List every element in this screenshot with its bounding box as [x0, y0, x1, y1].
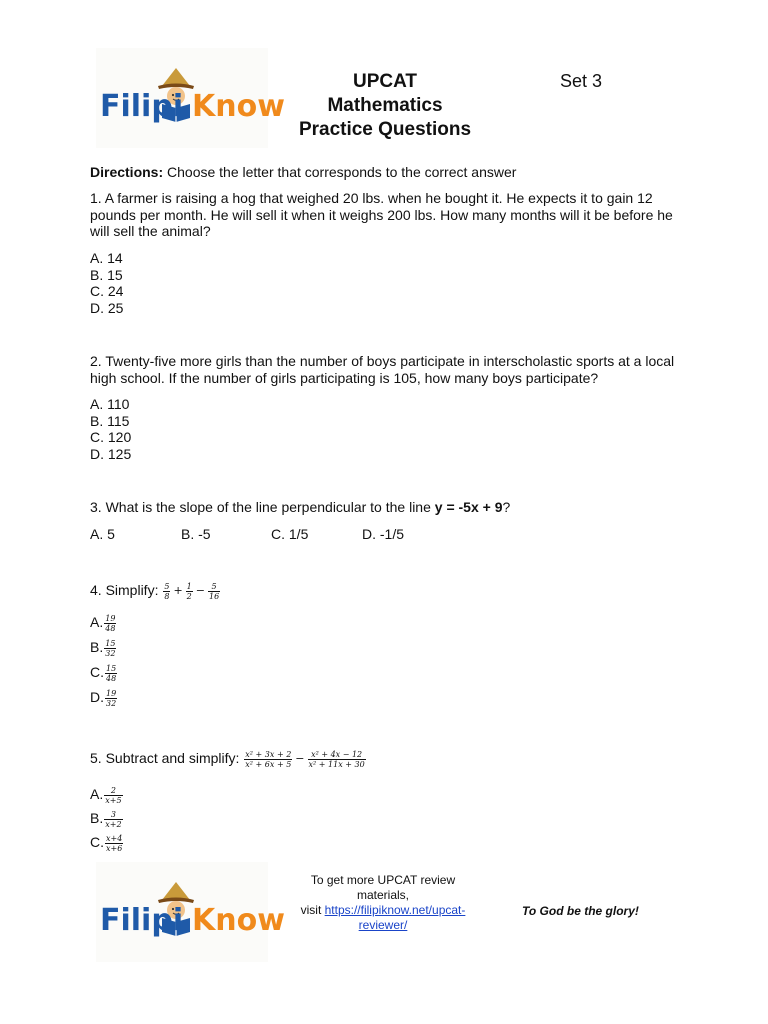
- q3-option-b: B. -5: [181, 526, 211, 542]
- q1-option-b: B. 15: [90, 266, 123, 283]
- q3-option-a: A. 5: [90, 526, 115, 542]
- title-line-1: UPCAT: [352, 71, 418, 92]
- question-2-text: 2. Twenty-five more girls than the number of boys participate in interscholastic sports at a local high school. If the number of girls participating is 105, how many boys participate?: [90, 353, 675, 386]
- footer-filipiknow-logo: [96, 862, 285, 962]
- question-1-options: [90, 250, 123, 316]
- upcat-reviewer-link-cont[interactable]: reviewer/: [358, 918, 408, 932]
- q5-option-a: A. $\frac{2}{x+5}$: [90, 786, 122, 805]
- logo-text-left: Filipi: [100, 89, 184, 124]
- question-3-text: [90, 499, 680, 516]
- q4-label: 4. Simplify:: [90, 582, 163, 599]
- q4-option-b: B. $\frac{15}{32}$: [90, 639, 116, 658]
- footer-logo-graphic: [96, 862, 285, 962]
- q1-option-a: A. 14: [90, 250, 123, 266]
- question-5-options: [90, 786, 124, 858]
- q4-op-1: +: [173, 584, 183, 598]
- q5-fraction-1: $\frac{\text{x² + 3x + 2}}{\text{x² + 6x + 5}}$: [245, 750, 292, 769]
- q5-fraction-2: $\frac{\text{x² + 4x − 12}}{\text{x² + 11x + 30}}$: [308, 750, 365, 769]
- q2-option-a: A. 110: [90, 396, 130, 412]
- q4-option-d: D. $\frac{19}{32}$: [90, 689, 117, 708]
- footer-line-4: [288, 918, 478, 933]
- page-title: [250, 70, 520, 142]
- footer-line-3: [288, 903, 478, 918]
- title-line-3: Practice Questions: [298, 119, 472, 140]
- directions: [90, 164, 680, 181]
- q1-option-d: D. 25: [90, 299, 124, 316]
- footer-line-1: To get more UPCAT review: [310, 873, 456, 887]
- q5-op: −: [295, 752, 305, 766]
- logo-text-right: Know: [192, 89, 285, 124]
- q2-option-d: D. 125: [90, 445, 132, 462]
- q2-option-b: B. 115: [90, 412, 130, 429]
- set-label: Set 3: [560, 71, 603, 91]
- q4-fraction-1: $\frac{5}{8}$: [164, 582, 170, 601]
- q4-op-2: −: [195, 584, 205, 598]
- title-line-2: Mathematics: [327, 95, 443, 116]
- q4-option-c: C. $\frac{15}{48}$: [90, 664, 117, 683]
- footer-visit: visit: [300, 903, 325, 917]
- q3-text-pre: 3. What is the slope of the line perpendicular to the line: [90, 499, 435, 515]
- question-4-options: [90, 614, 118, 714]
- footer-logo-text-left: Filipi: [100, 903, 184, 938]
- q3-option-c: C. 1/5: [271, 526, 309, 542]
- q3-option-d: D. -1/5: [362, 526, 405, 542]
- question-2-options: [90, 396, 131, 462]
- q5-option-c: C. $\frac{x+4}{x+6}$: [90, 834, 123, 853]
- footer-review-note: [288, 873, 478, 933]
- question-4-text: [90, 582, 221, 601]
- upcat-reviewer-link[interactable]: https://filipiknow.net/upcat-: [324, 903, 466, 917]
- footer-glory: To God be the glory!: [522, 904, 639, 918]
- question-1-text: 1. A farmer is raising a hog that weighed 20 lbs. when he bought it. He expects it to gain 12 pounds per month. He will sell it when it weighs 200 lbs. How many months will it be before he will sell the animal?: [90, 190, 673, 239]
- q5-option-b: B. $\frac{3}{x+2}$: [90, 810, 122, 829]
- footer-line-2: materials,: [356, 888, 409, 902]
- filipiknow-logo-graphic: [96, 48, 285, 148]
- footer-logo-text-right: Know: [192, 903, 285, 938]
- q1-option-c: C. 24: [90, 283, 124, 299]
- q4-fraction-2: $\frac{1}{2}$: [186, 582, 192, 601]
- q4-option-a: A. $\frac{19}{48}$: [90, 614, 116, 633]
- q3-text-post: ?: [502, 499, 511, 515]
- q5-label: 5. Subtract and simplify:: [90, 750, 244, 767]
- question-3-options: [90, 526, 490, 544]
- filipiknow-logo: [96, 48, 285, 148]
- question-5-text: [90, 750, 367, 769]
- directions-label: Directions:: [90, 164, 164, 180]
- q2-option-c: C. 120: [90, 429, 132, 445]
- q4-fraction-3: $\frac{5}{16}$: [208, 582, 220, 601]
- directions-text: Choose the letter that corresponds to the correct answer: [163, 164, 517, 180]
- q3-equation: y = -5x + 9: [434, 499, 503, 515]
